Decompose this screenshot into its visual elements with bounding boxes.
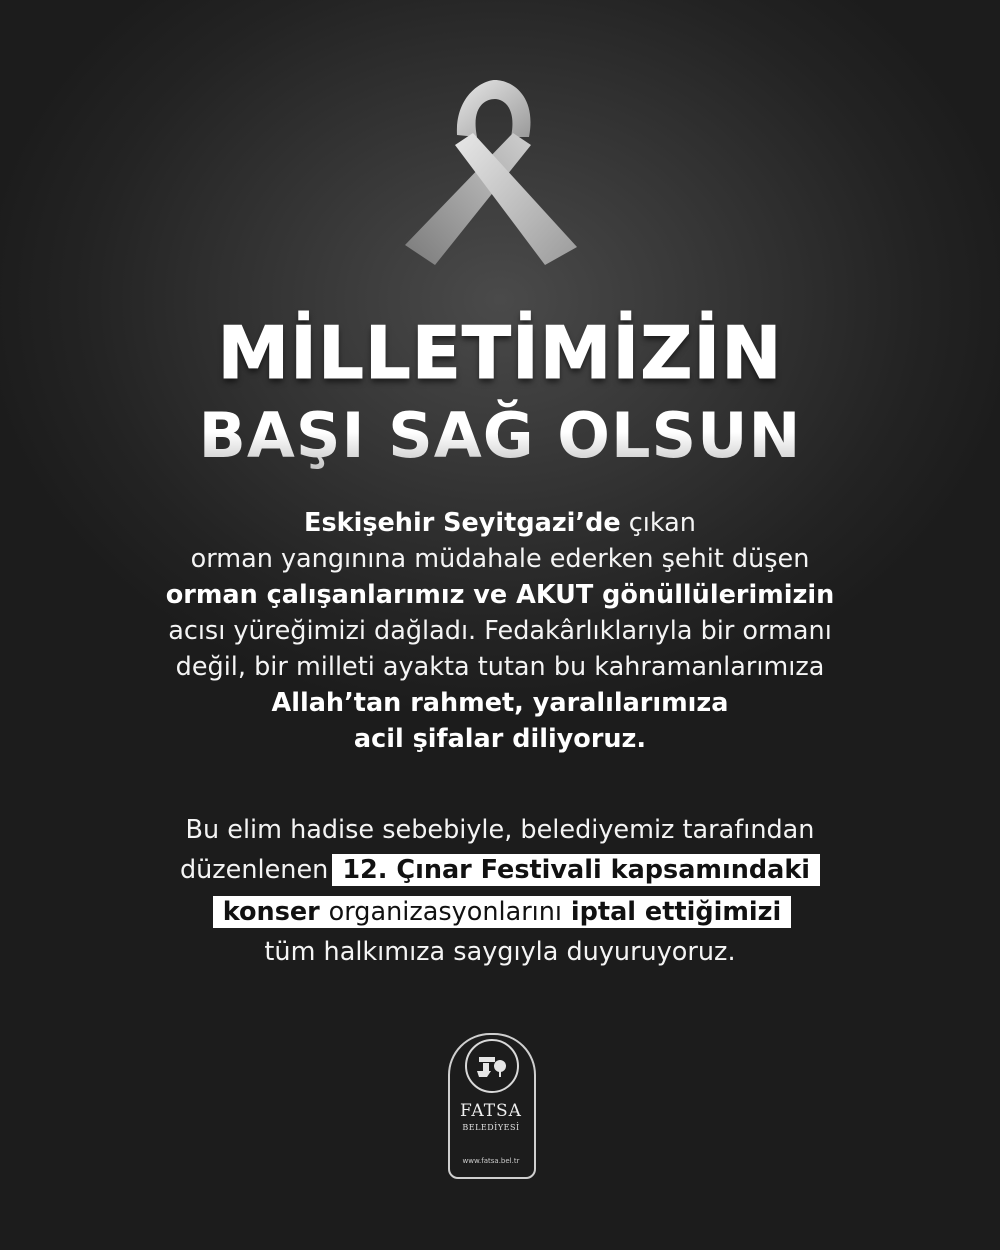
message-line [60, 505, 940, 541]
message-line: orman yangınına müdahale ederken şehit düşen [190, 544, 810, 574]
message-line-bold: Allah’tan rahmet, yaralılarımıza [271, 688, 729, 718]
logo-name: FATSA [460, 1101, 522, 1121]
municipality-emblem-icon [465, 1039, 519, 1093]
message-line-bold: acil şifalar diliyoruz. [353, 724, 647, 754]
message-text: çıkan [620, 508, 696, 538]
logo-subtitle: BELEDİYESİ [462, 1123, 520, 1132]
message-line: değil, bir milleti ayakta tutan bu kahramanlarımıza [175, 652, 825, 682]
notice-line [60, 894, 940, 930]
emblem-graphic [467, 1041, 517, 1091]
highlight-festival: 12. Çınar Festivali kapsamındaki [332, 854, 820, 886]
mourning-ribbon-icon [395, 75, 590, 275]
highlight-cancellation [213, 896, 791, 928]
notice-line: Bu elim hadise sebebiyle, belediyemiz tarafından [185, 815, 815, 845]
cancellation-notice [60, 812, 940, 970]
headline-line-2: BAŞI SAĞ OLSUN [0, 398, 1000, 474]
headline [0, 310, 1000, 474]
highlight-word: organizasyonlarını [328, 897, 563, 927]
logo-url: www.fatsa.bel.tr [462, 1157, 520, 1165]
message-line-bold: orman çalışanlarımız ve AKUT gönüllülerimizin [165, 580, 835, 610]
notice-line [60, 852, 940, 888]
notice-text: düzenlenen [179, 855, 329, 885]
headline-line-1: MİLLETİMİZİN [217, 311, 783, 395]
notice-line: tüm halkımıza saygıyla duyuruyoruz. [264, 937, 736, 967]
highlight-word: konser [222, 897, 320, 927]
condolence-message [60, 505, 940, 757]
highlight-word: iptal ettiğimizi [570, 897, 782, 927]
location-text: Eskişehir Seyitgazi’de [304, 508, 621, 538]
fatsa-municipality-logo [448, 1033, 534, 1177]
message-line: acısı yüreğimizi dağladı. Fedakârlıklarıyla bir ormanı [168, 616, 832, 646]
